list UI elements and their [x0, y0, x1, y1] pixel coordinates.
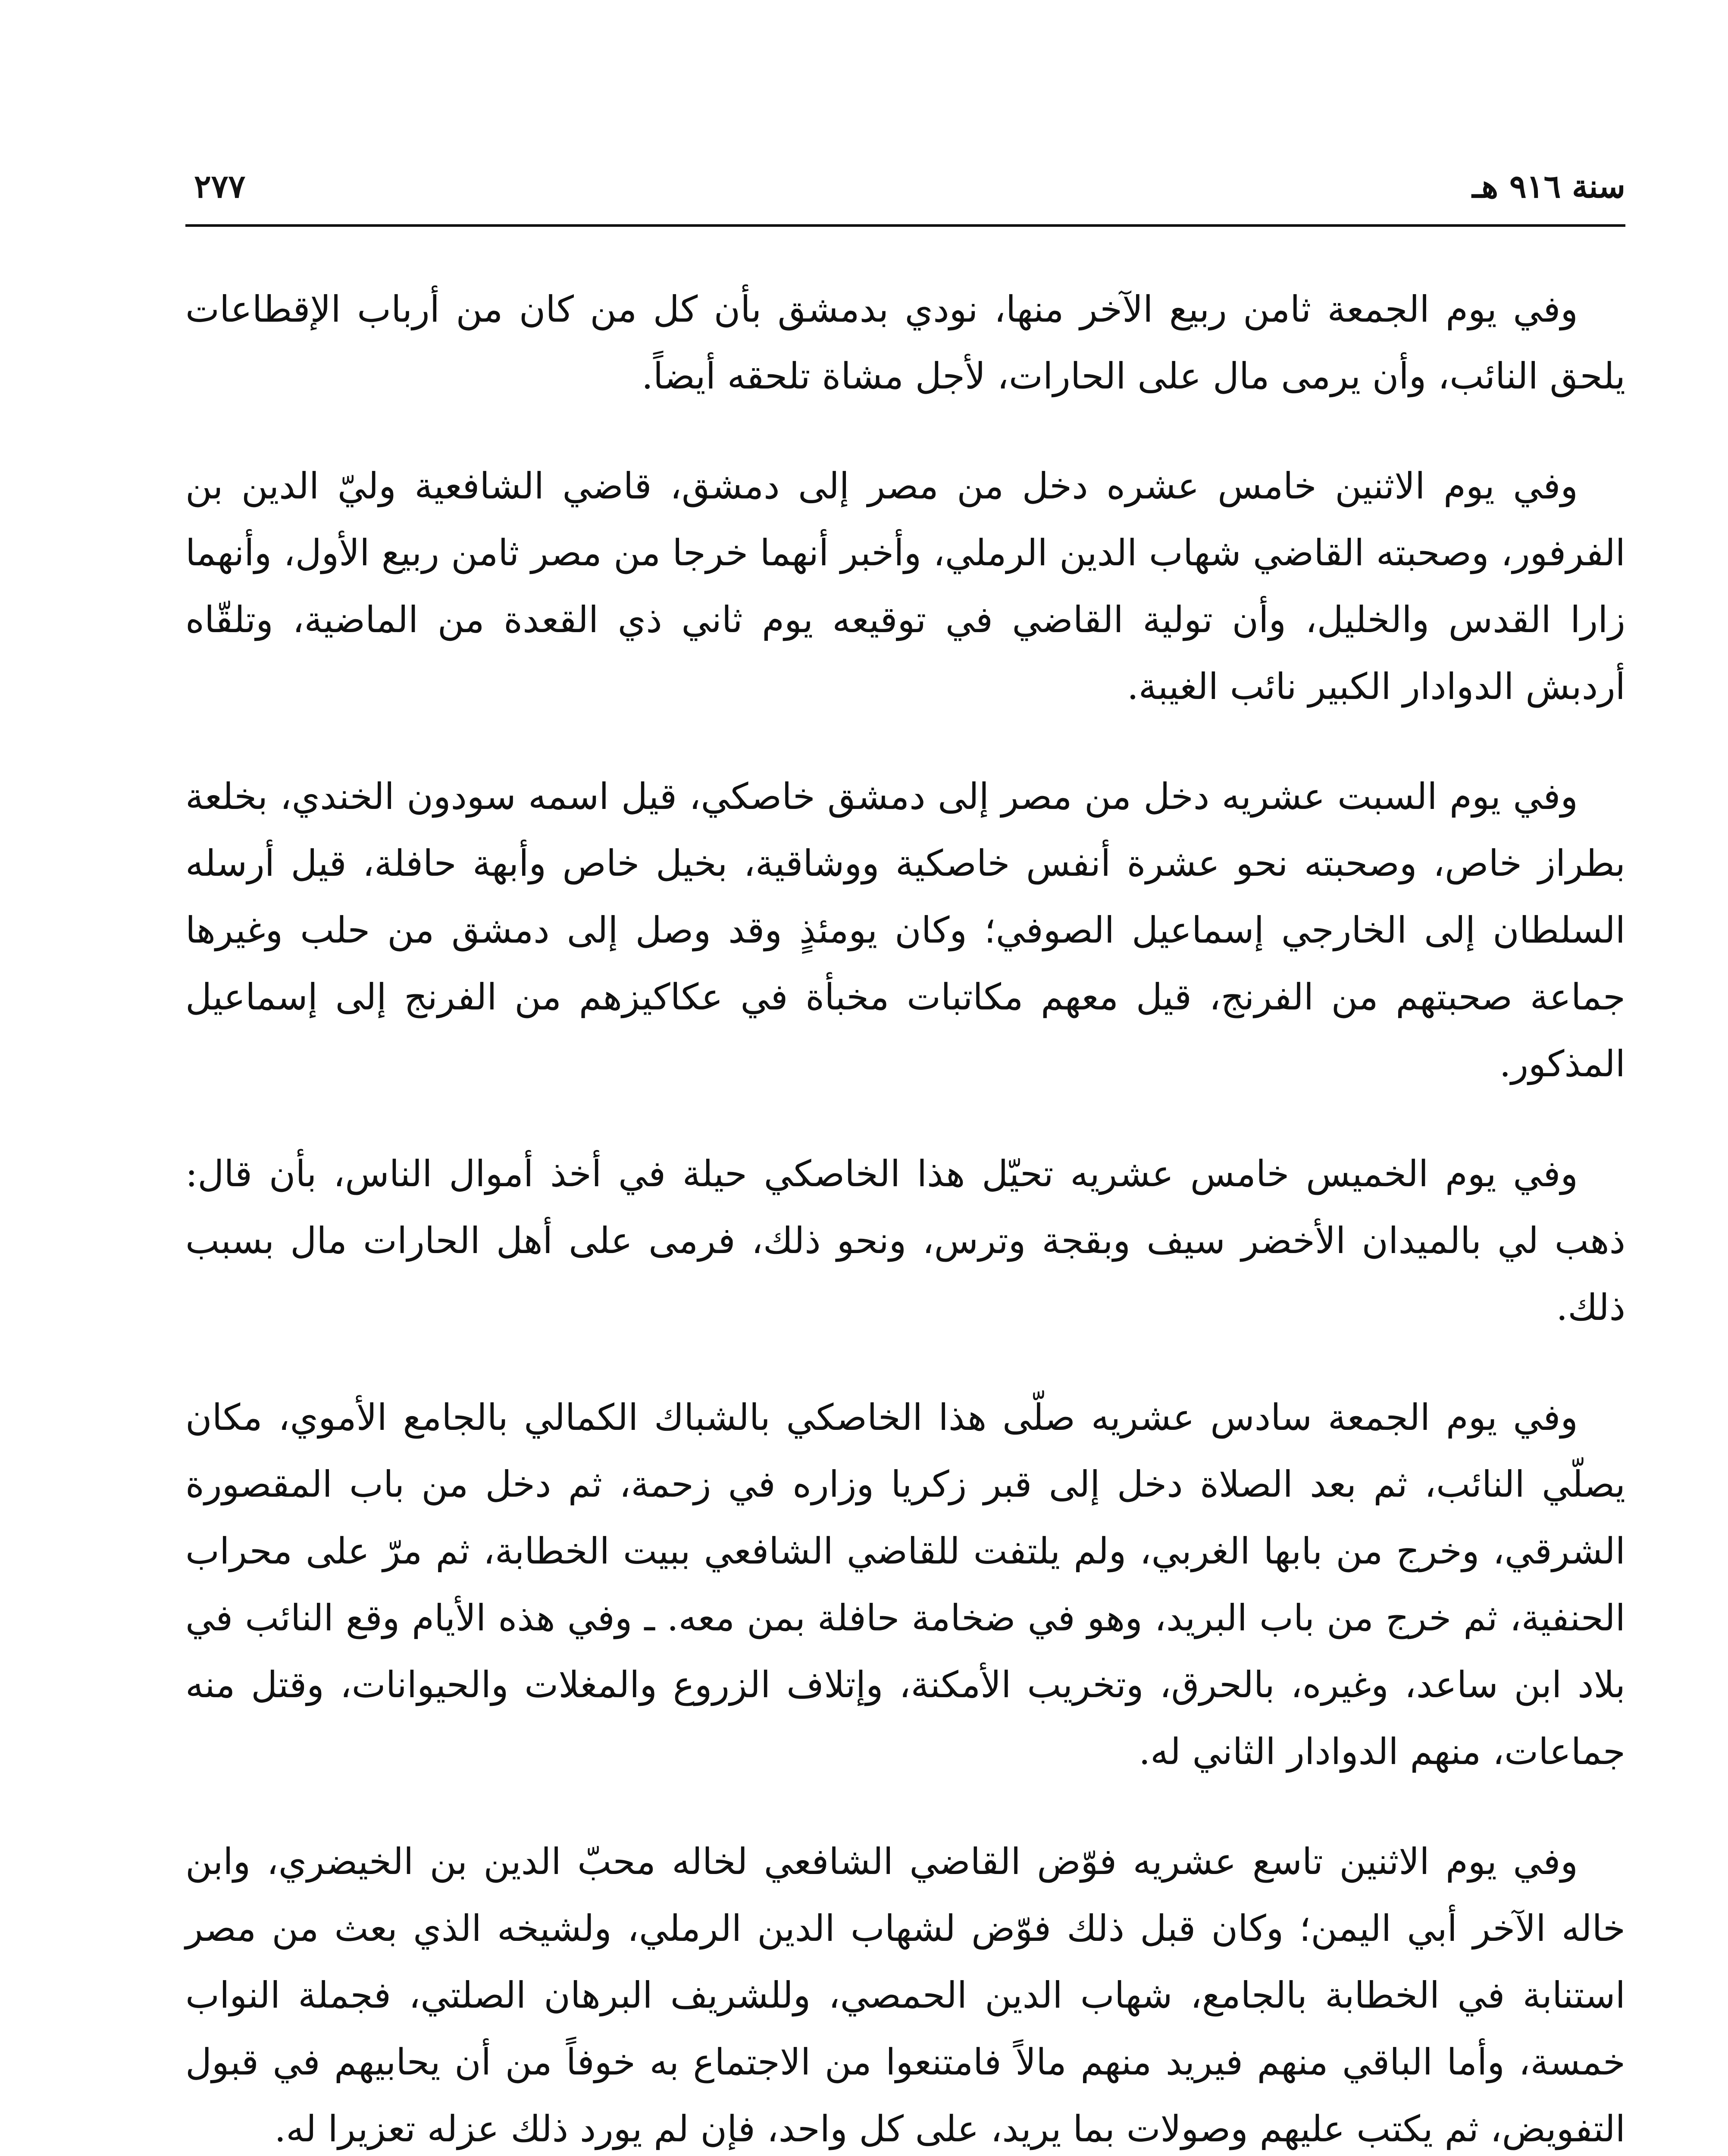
- paragraph: وفي يوم الجمعة سادس عشريه صلّى هذا الخاصكي بالشباك الكمالي بالجامع الأموي، مكان يصلّي النائب، ثم بعد الصلاة دخل إلى قبر زكريا وزاره في زحمة، ثم دخل من باب المقصورة الشرقي، وخرج من بابها الغربي، ولم يلتفت للقاضي الشافعي ببيت الخطابة، ثم مرّ على محراب الحنفية، ثم خرج من باب البريد، وهو في ضخامة حافلة بمن معه. ـ وفي هذه الأيام وقع النائب في بلاد ابن ساعد، وغيره، بالحرق، وتخريب الأمكنة، وإتلاف الزروع والمغلات والحيوانات، وقتل منه جماعات، منهم الدوادار الثاني له.: [185, 1396, 1625, 1773]
- paragraph: وفي يوم السبت عشريه دخل من مصر إلى دمشق خاصكي، قيل اسمه سودون الخندي، بخلعة بطراز خاص، وصحبته نحو عشرة أنفس خاصكية ووشاقية، بخيل خاص وأبهة حافلة، قيل أرسله السلطان إلى الخارجي إسماعيل الصوفي؛ وكان يومئذٍ وقد وصل إلى دمشق من حلب وغيرها جماعة صحبتهم من الفرنج، قيل معهم مكاتبات مخبأة في عكاكيزهم من الفرنج إلى إسماعيل المذكور.: [185, 775, 1625, 1085]
- page-header: [185, 168, 1625, 216]
- header-rule: [185, 224, 1625, 227]
- text-body: [185, 276, 1625, 2156]
- running-head: سنة ٩١٦ هـ: [1472, 168, 1625, 205]
- paragraph: وفي يوم الاثنين خامس عشره دخل من مصر إلى دمشق، قاضي الشافعية وليّ الدين بن الفرفور، وصحبته القاضي شهاب الدين الرملي، وأخبر أنهما خرجا من مصر ثامن ربيع الأول، وأنهما زارا القدس والخليل، وأن تولية القاضي في توقيعه يوم ثاني ذي القعدة من الماضية، وتلقّاه أردبش الدوادار الكبير نائب الغيبة.: [185, 465, 1625, 708]
- paragraph: وفي يوم الجمعة ثامن ربيع الآخر منها، نودي بدمشق بأن كل من كان من أرباب الإقطاعات يلحق النائب، وأن يرمى مال على الحارات، لأجل مشاة تلحقه أيضاً.: [185, 288, 1625, 397]
- paragraph: وفي يوم الخميس خامس عشريه تحيّل هذا الخاصكي حيلة في أخذ أموال الناس، بأن قال: ذهب لي بالميدان الأخضر سيف وبقجة وترس، ونحو ذلك، فرمى على أهل الحارات مال بسبب ذلك.: [185, 1153, 1625, 1329]
- page-number: ٢٧٧: [194, 168, 246, 205]
- paragraph: وفي يوم الاثنين تاسع عشريه فوّض القاضي الشافعي لخاله محبّ الدين بن الخيضري، وابن خاله الآخر أبي اليمن؛ وكان قبل ذلك فوّض لشهاب الدين الرملي، ولشيخه الذي بعث من مصر استنابة في الخطابة بالجامع، شهاب الدين الحمصي، وللشريف البرهان الصلتي، فجملة النواب خمسة، وأما الباقي منهم فيريد منهم مالاً فامتنعوا من الاجتماع به خوفاً من أن يحابيهم في قبول التفويض، ثم يكتب عليهم وصولات بما يريد، على كل واحد، فإن لم يورد ذلك عزله تعزيرا له.: [185, 1840, 1625, 2150]
